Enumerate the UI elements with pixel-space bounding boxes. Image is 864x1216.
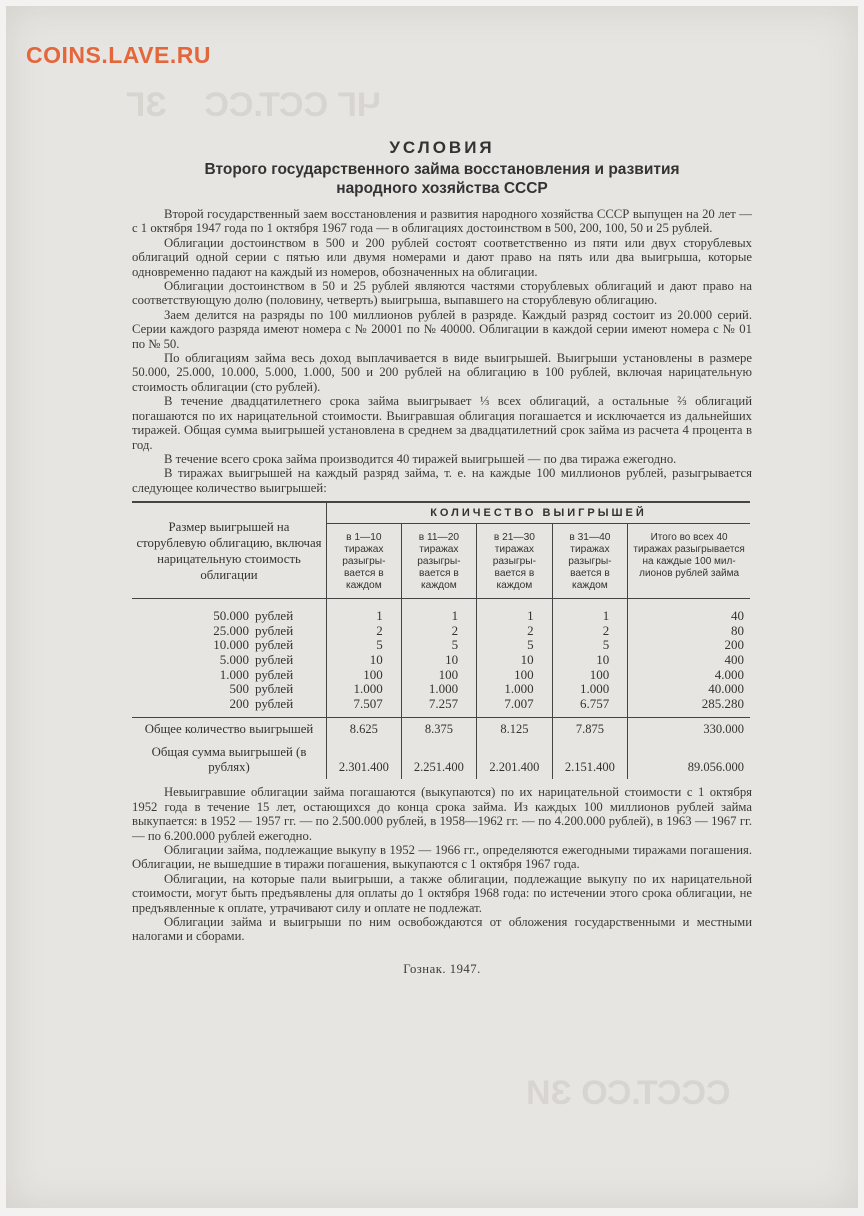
paragraph: Облигации достоинством в 500 и 200 рублей состоят соответственно из пяти или двух сторублевых облигаций одной серии с пятью или двумя номерами и дают право на пять или два выигрыша, которые одновременно падают на каждый из номеров, обозначенных на облигации. — [132, 235, 752, 279]
subheader-draws-11-20: в 11—20 тиражах разыгры- вается в каждом — [401, 524, 476, 599]
table-cell: 2 — [552, 624, 628, 639]
prize-amount — [132, 682, 327, 697]
table-cell: 7.507 — [327, 697, 402, 718]
prize-amount-value: 1.000 — [219, 666, 249, 682]
table-row — [132, 697, 750, 718]
prize-amount — [132, 599, 327, 624]
paragraph: Облигации займа и выигрыши по ним освобождаются от обложения государственными и местными налогами и сборами. — [132, 914, 752, 944]
paragraph: По облигациям займа весь доход выплачивается в виде выигрышей. Выигрыши установлены в размере 50.000, 25.000, 10.000, 5.000, 1.000, 500 и 200 рублей на облигацию в 100 рублей, включая нарицательную стоимость облигации (сто рублей). — [132, 351, 752, 394]
bond-sheet — [6, 6, 858, 1208]
table-cell: 100 — [552, 668, 628, 683]
prize-amount-value: 10.000 — [213, 637, 249, 653]
prize-amount — [132, 668, 327, 683]
table-cell: 5 — [401, 638, 476, 653]
paragraph: Заем делится на разряды по 100 миллионов рублей в разряде. Каждый разряд состоит из 20.000 серий. Серии каждого разряда имеют номера с № 20001 по № 40000. Облигации в каждой серии имеют номера с № 01 по № 50. — [132, 307, 752, 351]
table-cell: 1 — [401, 599, 476, 624]
total-count-row — [132, 718, 750, 742]
table-row — [132, 668, 750, 683]
document-subtitle — [132, 160, 752, 198]
conditions-text — [132, 138, 752, 977]
table-cell: 1.000 — [401, 682, 476, 697]
prize-amount-value: 50.000 — [213, 608, 249, 624]
size-header: Размер выигрышей на сторублевую облигацию, включая нарицательную стоимость облигации — [132, 502, 327, 599]
table-cell: 1.000 — [552, 682, 628, 697]
table-cell: 330.000 — [703, 722, 744, 737]
paragraph: В тиражах выигрышей на каждый разряд займа, т. е. на каждые 100 миллионов рублей, разыгрывается следующее количество выигрышей: — [132, 466, 752, 495]
table-cell: 7.007 — [477, 697, 553, 718]
paragraph: Облигации достоинством в 50 и 25 рублей являются частями сторублевых облигаций и дают право на соответствующую долю (половину, четверть) выигрыша, выпавшего на сторублевую облигацию. — [132, 279, 752, 308]
paragraph: Невыигравшие облигации займа погашаются (выкупаются) по их нарицательной стоимости с 1 октября 1952 года в течение 15 лет, остающихся до конца срока займа. Из каждых 100 миллионов рублей займа выкупается: в 1952 — 1957 гг. — по 2.500.000 рублей, в 1958—1962 гг. — по 4.200.000 рублей), в 1963 — 1967 гг. — по 6.200.000 рублей ежегодно. — [132, 785, 752, 843]
total-sum-row — [132, 741, 750, 779]
prize-rows — [132, 599, 750, 718]
table-cell: 7.257 — [401, 697, 476, 718]
table-cell: 5 — [477, 638, 553, 653]
table-cell: 10 — [327, 653, 402, 668]
table-cell: 5 — [552, 638, 628, 653]
table-cell: 285.280 — [628, 697, 750, 718]
table-cell: 8.625 — [327, 718, 402, 742]
table-cell: 2.151.400 — [552, 741, 628, 779]
document-title: УСЛОВИЯ — [389, 138, 495, 157]
table-cell: 89.056.000 — [687, 760, 744, 775]
subheader-draws-21-30: в 21—30 тиражах разыгры- вается в каждом — [477, 524, 553, 599]
table-cell: 80 — [731, 622, 744, 638]
table-cell: 7.875 — [552, 718, 628, 742]
table-cell: 8.375 — [401, 718, 476, 742]
total-sum-label: Общая сумма выигрышей (в рублях) — [132, 741, 327, 779]
table-cell: 5 — [327, 638, 402, 653]
table-cell: 10 — [477, 653, 553, 668]
table-cell: 400 — [724, 651, 744, 667]
table-cell: 2 — [327, 624, 402, 639]
total-count-label: Общее количество выигрышей — [132, 718, 327, 742]
table-cell: 1 — [327, 599, 402, 624]
prize-amount-unit: рублей — [255, 608, 294, 624]
table-cell: 2 — [477, 624, 553, 639]
table-cell: 1 — [552, 599, 628, 624]
prize-amount-unit: рублей — [255, 666, 294, 682]
prize-amount — [132, 653, 327, 668]
table-cell: 2 — [401, 624, 476, 639]
printer-imprint: Гознак. 1947. — [403, 961, 481, 976]
bleed-through-serial-top: ЧГ ССТ.СС ЗГ — [126, 86, 381, 124]
paragraphs-after-table — [132, 785, 752, 943]
table-cell: 100 — [327, 668, 402, 683]
paragraph: Облигации, на которые пали выигрыши, а также облигации, подлежащие выкупу по их нарицательной стоимости, могут быть предъявлены для оплаты до 1 октября 1968 года: по истечении этого срока облигации, не предъявленные к оплате, утрачивают силу и оплате не подлежат. — [132, 871, 752, 915]
subtitle-line-2: народного хозяйства СССР — [336, 180, 548, 197]
table-cell: 4.000 — [714, 666, 744, 682]
table-cell: 200 — [724, 637, 744, 653]
bleed-through-serial-bottom: СССТ.СО ЗИ — [526, 1074, 731, 1112]
paragraphs-before-table — [132, 207, 752, 495]
table-cell: 2.301.400 — [327, 741, 402, 779]
table-header-row — [132, 502, 750, 524]
subheader-draws-1-10: в 1—10 тиражах разыгры- вается в каждом — [327, 524, 402, 599]
table-row — [132, 653, 750, 668]
subtitle-line-1: Второго государственного займа восстановления и развития — [204, 161, 680, 178]
table-cell: 10 — [552, 653, 628, 668]
subheader-draws-31-40: в 31—40 тиражах разыгры- вается в каждом — [552, 524, 628, 599]
table-cell: 10 — [401, 653, 476, 668]
table-cell: 6.757 — [552, 697, 628, 718]
count-header: КОЛИЧЕСТВО ВЫИГРЫШЕЙ — [327, 502, 751, 524]
paragraph: В течение двадцатилетнего срока займа выигрывает ⅓ всех облигаций, а остальные ⅔ облигаций погашаются по их нарицательной стоимости. Выигравшая облигация погашается и исключается из дальнейших тиражей. Общая сумма выигрышей установлена в среднем за двадцатилетний срок займа из расчета 4 процента в год. — [132, 394, 752, 452]
table-cell: 100 — [477, 668, 553, 683]
prize-amount-unit: рублей — [255, 651, 294, 667]
prize-amount — [132, 638, 327, 653]
prize-amount-value: 200 — [229, 695, 249, 711]
subheader-total: Итого во всех 40 тиражах разыгрывается на каждые 100 мил- лионов рублей займа — [628, 524, 750, 599]
table-cell: 8.125 — [477, 718, 553, 742]
prize-amount-unit: рублей — [255, 622, 294, 638]
prize-amount-unit: рублей — [255, 695, 294, 711]
prize-table — [132, 501, 750, 779]
prize-amount-unit: рублей — [255, 681, 294, 697]
table-cell: 100 — [401, 668, 476, 683]
table-row — [132, 638, 750, 653]
prize-amount-value: 500 — [229, 681, 249, 697]
table-row — [132, 599, 750, 624]
table-row — [132, 682, 750, 697]
paragraph: Облигации займа, подлежащие выкупу в 1952 — 1966 гг., определяются ежегодными тиражами погашения. Облигации, не вышедшие в тиражи погашения, выкупаются с 1 октября 1967 года. — [132, 842, 752, 872]
table-cell: 1.000 — [327, 682, 402, 697]
table-cell: 40.000 — [708, 681, 744, 697]
table-cell: 2.201.400 — [477, 741, 553, 779]
paragraph: Второй государственный заем восстановления и развития народного хозяйства СССР выпущен на 20 лет — с 1 октября 1947 года по 1 октября 1967 года — в облигациях достоинством в 500, 200, 100, 50 и 25 рублей. — [132, 207, 752, 236]
prize-amount — [132, 624, 327, 639]
table-cell: 1.000 — [477, 682, 553, 697]
prize-amount — [132, 697, 327, 718]
table-cell: 2.251.400 — [401, 741, 476, 779]
prize-amount-value: 5.000 — [219, 651, 249, 667]
table-cell: 40 — [731, 608, 744, 624]
table-cell: 1 — [477, 599, 553, 624]
prize-amount-value: 25.000 — [213, 622, 249, 638]
site-watermark: COINS.LAVE.RU — [26, 42, 211, 68]
table-row — [132, 624, 750, 639]
paragraph: В течение всего срока займа производится 40 тиражей выигрышей — по два тиража ежегодно. — [164, 451, 677, 466]
prize-amount-unit: рублей — [255, 637, 294, 653]
